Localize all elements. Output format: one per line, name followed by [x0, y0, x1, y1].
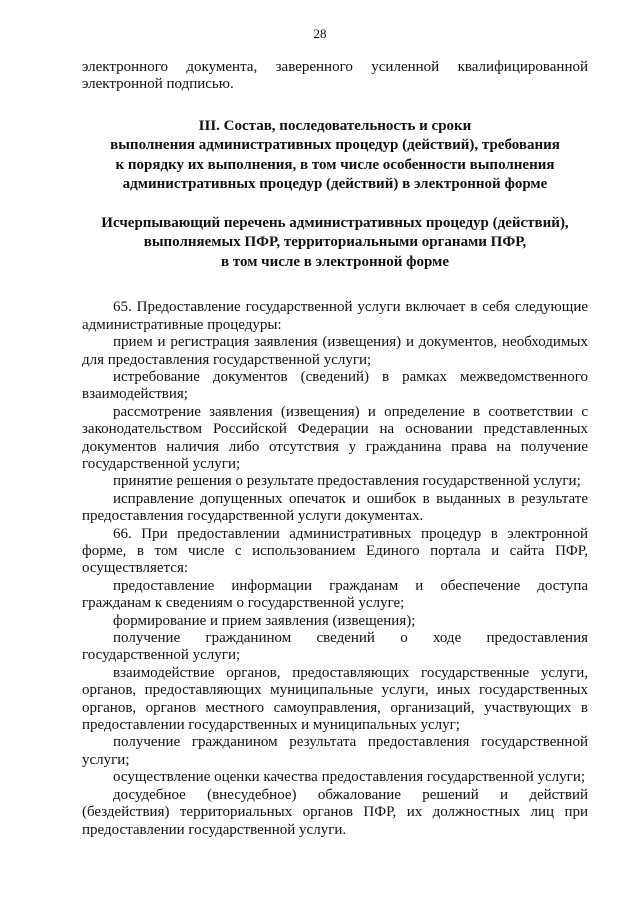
paragraph-66: 66. При предоставлении административных процедур в электронной форме, в том числе с использованием Единого портала и сайта ПФР, осуществляется:: [82, 525, 588, 577]
list-item: получение гражданином сведений о ходе предоставления государственной услуги;: [82, 630, 588, 664]
procedures-list: [82, 299, 588, 839]
section-heading-line: к порядку их выполнения, в том числе особенности выполнения: [115, 156, 555, 173]
subsection-heading-line: Исчерпывающий перечень административных процедур (действий),: [101, 214, 569, 231]
subsection-heading: [82, 214, 588, 273]
section-heading-line: III. Состав, последовательность и сроки: [198, 117, 472, 134]
list-item: рассмотрение заявления (извещения) и определение в соответствии с законодательством Российской Федерации на основании представленных документов наличия либо отсутствия у гражданина права на получение государственной услуги;: [82, 403, 588, 472]
list-item: истребование документов (сведений) в рамках межведомственного взаимодействия;: [82, 368, 588, 403]
list-item: исправление допущенных опечаток и ошибок в выданных в результате предоставления государственной услуги документах.: [82, 490, 588, 525]
paragraph-65: 65. Предоставление государственной услуги включает в себя следующие административные процедуры:: [82, 299, 588, 333]
subsection-heading-line: выполняемых ПФР, территориальными органами ПФР,: [143, 234, 527, 251]
list-item: получение гражданином результата предоставления государственной услуги;: [82, 734, 588, 768]
list-item: предоставление информации гражданам и обеспечение доступа гражданам к сведениям о государственной услуге;: [82, 577, 588, 612]
intro-paragraph: электронного документа, заверенного усиленной квалифицированной электронной подписью.: [82, 59, 588, 93]
list-item: принятие решения о результате предоставления государственной услуги;: [113, 473, 581, 490]
section-heading: [82, 117, 588, 195]
section-heading-line: выполнения административных процедур (действий), требования: [110, 137, 560, 154]
page-number: 28: [313, 26, 327, 41]
list-item: осуществление оценки качества предоставления государственной услуги;: [113, 769, 586, 786]
document-body: [82, 59, 588, 839]
list-item: формирование и прием заявления (извещения);: [113, 612, 416, 629]
subsection-heading-line: в том числе в электронной форме: [220, 253, 449, 270]
section-heading-line: административных процедур (действий) в электронной форме: [122, 176, 548, 193]
list-item: досудебное (внесудебное) обжалование решений и действий (бездействия) территориальных органов ПФР, их должностных лиц при предоставлении государственной услуги.: [82, 786, 588, 838]
list-item: взаимодействие органов, предоставляющих государственные услуги, органов, предоставляющих муниципальные услуги, иных государственных органов, органов местного самоуправления, организаций, участвующих в предоставлении государственных и муниципальных услуг;: [82, 664, 588, 734]
list-item: прием и регистрация заявления (извещения) и документов, необходимых для предоставления государственной услуги;: [82, 334, 588, 368]
